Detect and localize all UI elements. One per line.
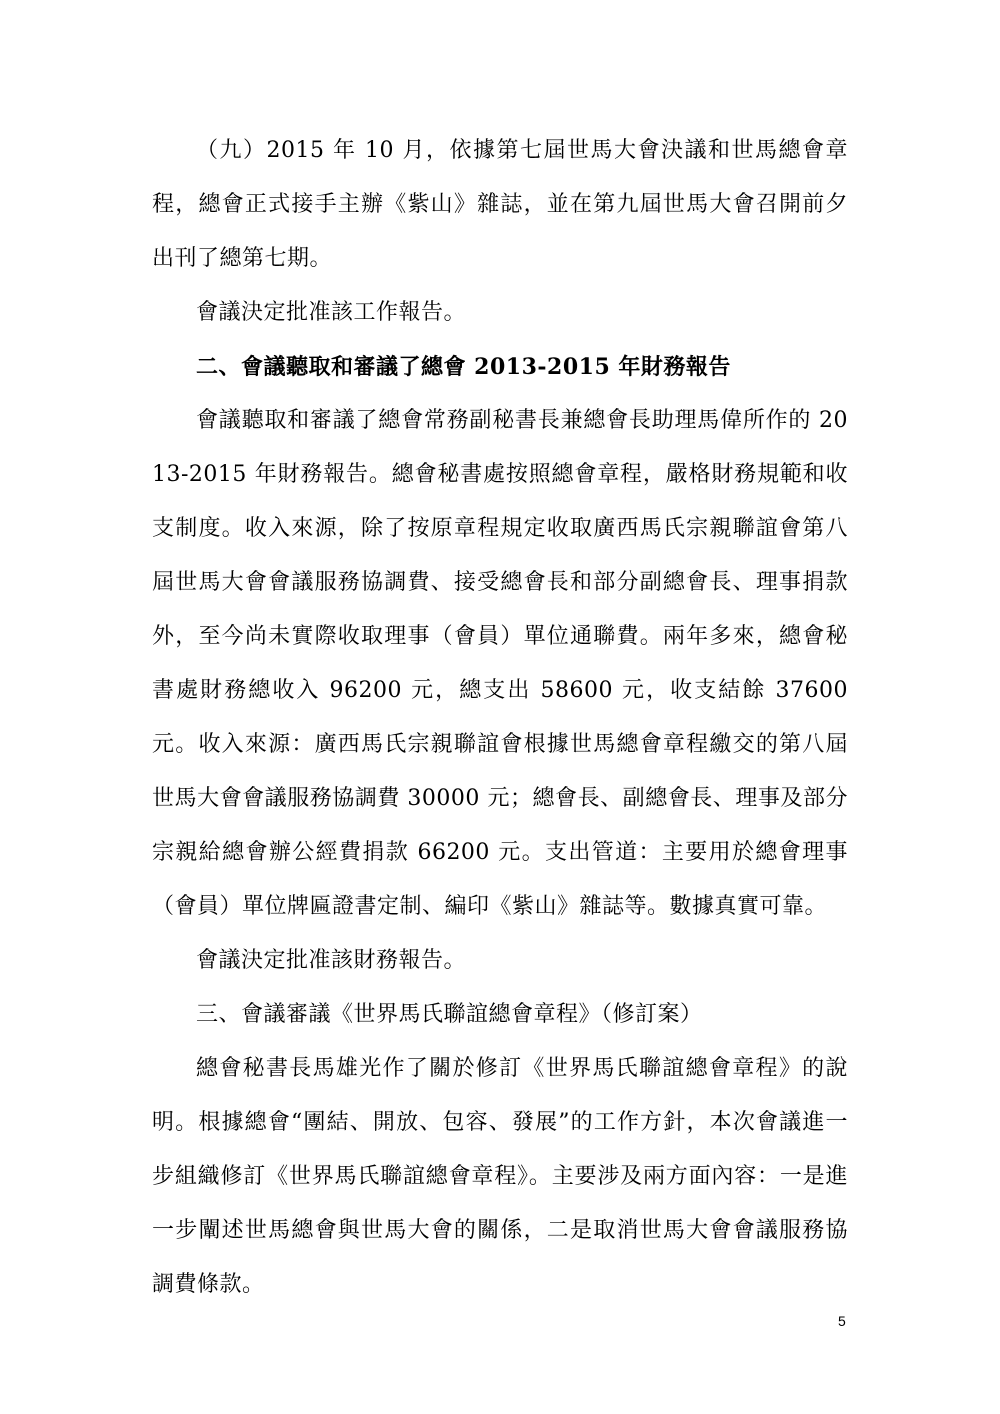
paragraph-approve-financial-report: 會議決定批准該財務報告。 xyxy=(196,948,467,973)
section-heading-charter-revision: 三、會議審議《世界馬氏聯誼總會章程》（修訂案） xyxy=(196,1002,703,1027)
paragraph-financial-report: 會議聽取和審議了總會常務副秘書長兼總會長助理馬偉所作的 2013-2015 年財務報告。總會秘書處按照總會章程，嚴格財務規範和收支制度。收入來源，除了按原章程規定收取廣西馬氏宗親聯誼會第八屆世馬大會會議服務協調費、接受總會長和部分副總會長、理事捐款外，至今尚未實際收取理事（會員）單位通聯費。兩年多來，總會秘書處財務總收入 96200 元，總支出 58600 元，收支結餘 37600 元。收入來源：廣西馬氏宗親聯誼會根據世馬總會章程繳交的第八屆世馬大會會議服務協調費 30000 元；總會長、副總會長、理事及部分宗親給總會辦公經費捐款 66200 元。支出管道：主要用於總會理事（會員）單位牌匾證書定制、編印《紫山》雜誌等。數據真實可靠。 xyxy=(152,408,848,919)
section-heading-financial-report: 二、會議聽取和審議了總會 2013-2015 年財務報告 xyxy=(196,354,731,380)
paragraph-item-nine: （九）2015 年 10 月，依據第七屆世馬大會決議和世馬總會章程，總會正式接手主辦《紫山》雜誌，並在第九屆世馬大會召開前夕出刊了總第七期。 xyxy=(152,138,848,271)
paragraph-charter-revision: 總會秘書長馬雄光作了關於修訂《世界馬氏聯誼總會章程》的說明。根據總會“團結、開放、包容、發展”的工作方針，本次會議進一步組織修訂《世界馬氏聯誼總會章程》。主要涉及兩方面內容：一是進一步闡述世馬總會與世馬大會的關係，二是取消世馬大會會議服務協調費條款。 xyxy=(152,1056,848,1297)
page-number: 5 xyxy=(838,1313,846,1329)
document-body xyxy=(152,124,848,1312)
paragraph-approve-work-report: 會議決定批准該工作報告。 xyxy=(196,300,467,325)
